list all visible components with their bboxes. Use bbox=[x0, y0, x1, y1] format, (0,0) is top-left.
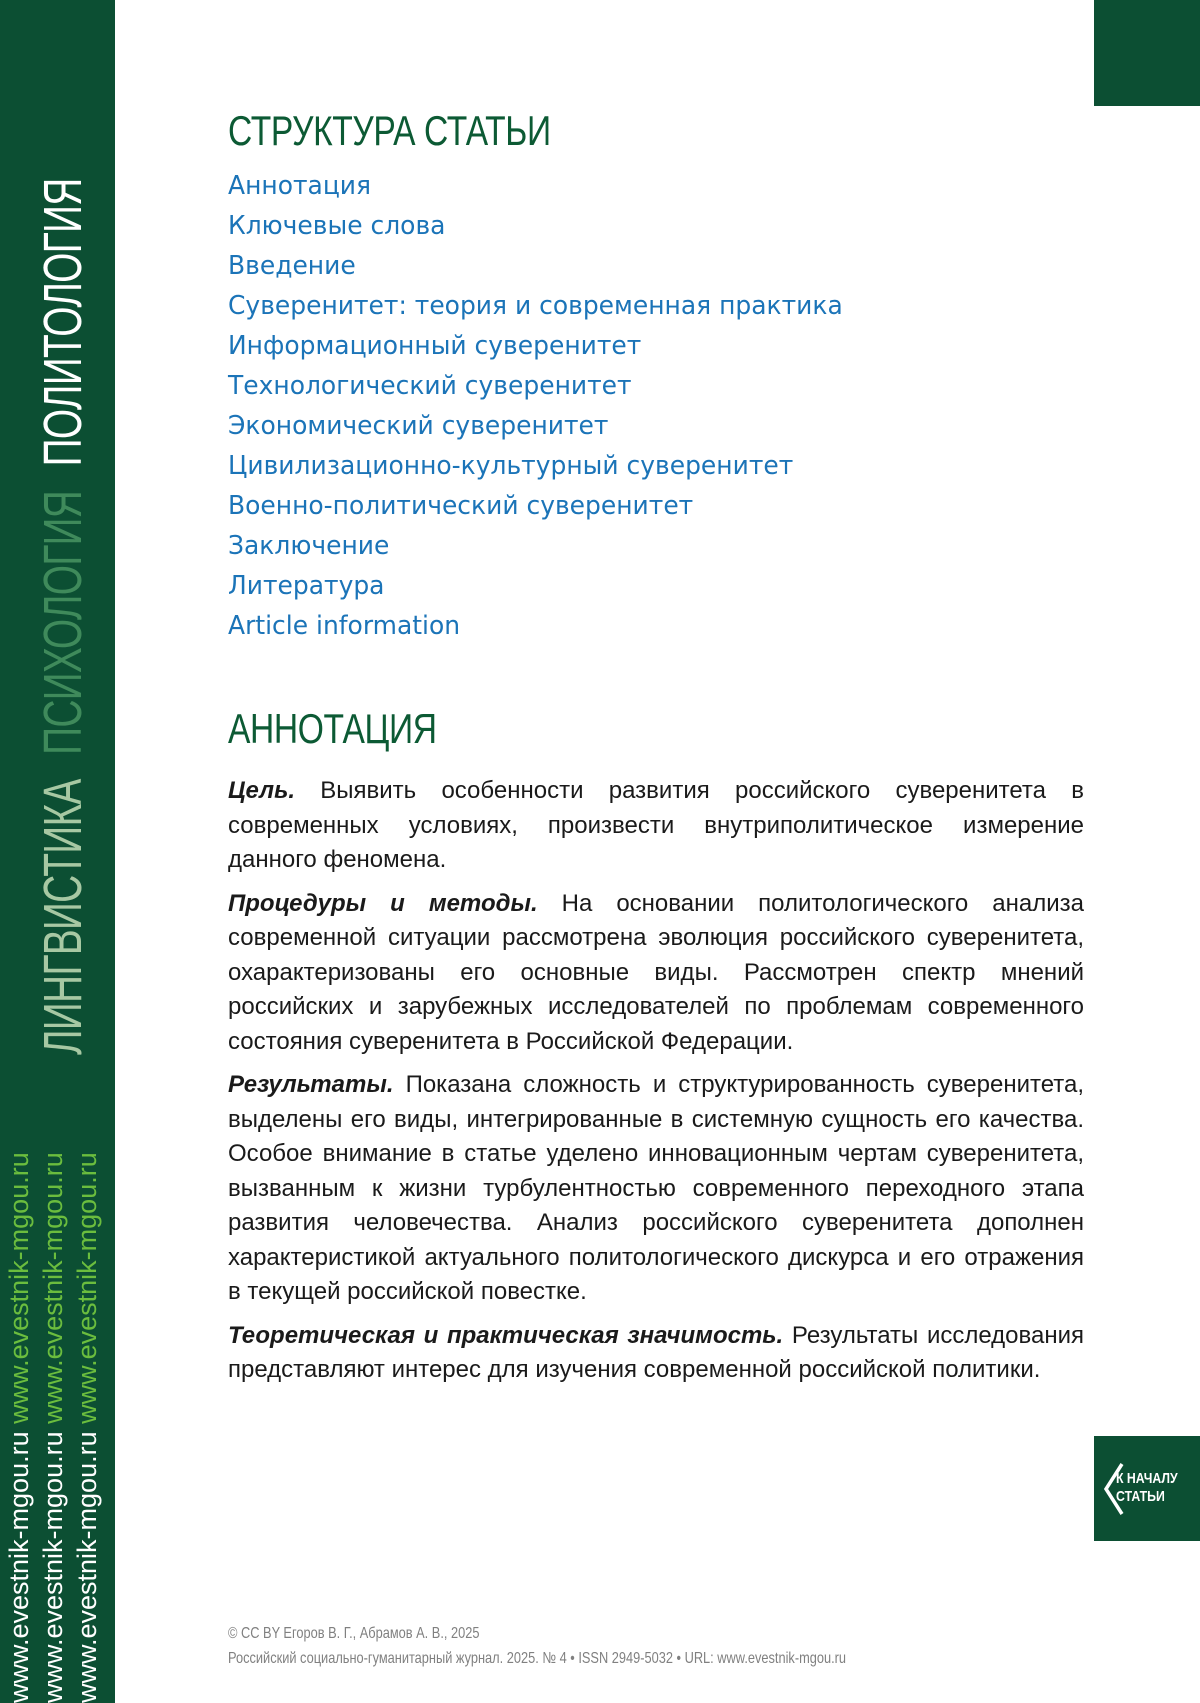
corner-block bbox=[1094, 0, 1200, 106]
paragraph-text: Выявить особенности развития российского суверенитета в современных условиях, произвести внутриполитическое измерение данного феномена. bbox=[228, 777, 1085, 873]
back-to-start-label: К НАЧАЛУ СТАТЬИ bbox=[1116, 1470, 1178, 1505]
paragraph-label: Цель. bbox=[228, 777, 295, 804]
toc-link[interactable]: Литература bbox=[228, 571, 385, 601]
article-content bbox=[228, 106, 1084, 1397]
url-line-2 bbox=[36, 1152, 70, 1703]
journal-line: Российский социально-гуманитарный журнал. 2025. № 4 • ISSN 2949-5032 • URL: www.evestnik-mgou.ru bbox=[228, 1650, 847, 1667]
url-link[interactable]: www.evestnik-mgou.ru bbox=[38, 1431, 68, 1703]
toc-link[interactable]: Технологический суверенитет bbox=[228, 371, 632, 401]
copyright-line: © CC BY Егоров В. Г., Абрамов А. В., 2025 bbox=[228, 1625, 480, 1642]
abstract-body bbox=[228, 774, 1084, 1388]
toc-link[interactable]: Военно-политический суверенитет bbox=[228, 491, 694, 521]
toc-link[interactable]: Ключевые слова bbox=[228, 211, 446, 241]
toc-link[interactable]: Article information bbox=[228, 611, 461, 641]
sidebar-urls bbox=[2, 1152, 104, 1703]
subject-politology: ПОЛИТОЛОГИЯ bbox=[33, 178, 93, 467]
back-to-start-button[interactable] bbox=[1094, 1436, 1200, 1541]
sidebar bbox=[0, 0, 115, 1703]
paragraph-label: Процедуры и методы. bbox=[228, 889, 538, 917]
toc-link[interactable]: Цивилизационно-культурный суверенитет bbox=[228, 451, 794, 481]
abstract-paragraph bbox=[228, 774, 1084, 878]
sidebar-subjects bbox=[33, 154, 93, 1055]
url-line-3 bbox=[70, 1152, 104, 1703]
structure-title: СТРУКТУРА СТАТЬИ bbox=[228, 107, 551, 154]
toc-link[interactable]: Введение bbox=[228, 251, 356, 281]
url-line-1 bbox=[2, 1152, 36, 1703]
page-footer bbox=[228, 1621, 846, 1671]
toc-link[interactable]: Информационный суверенитет bbox=[228, 331, 642, 361]
paragraph-text: Результаты исследования представляют интерес для изучения современной российской политики. bbox=[228, 1321, 1085, 1383]
url-link[interactable]: www.evestnik-mgou.ru bbox=[72, 1152, 102, 1424]
subject-linguistics: ЛИНГВИСТИКА bbox=[33, 779, 93, 1055]
abstract-paragraph bbox=[228, 887, 1084, 1060]
subject-psychology: ПСИХОЛОГИЯ bbox=[33, 490, 93, 755]
url-link[interactable]: www.evestnik-mgou.ru bbox=[4, 1431, 34, 1703]
paragraph-text: Показана сложность и структурированность суверенитета, выделены его виды, интегрированные в системную сущность его качества. Особое внимание в статье уделено инновационным чертам суверенитета, вызванным к жизни турбулентностью современного переходного этапа развития человечества. Анализ российского суверенитета дополнен характеристикой актуального политологического дискурса и его отражения в текущей российской повестке. bbox=[228, 1071, 1084, 1305]
paragraph-label: Теоретическая и практическая значимость. bbox=[228, 1321, 784, 1349]
abstract-paragraph bbox=[228, 1068, 1084, 1310]
toc-link[interactable]: Заключение bbox=[228, 531, 390, 561]
toc-link[interactable]: Экономический суверенитет bbox=[228, 411, 609, 441]
abstract-paragraph bbox=[228, 1319, 1084, 1388]
abstract-title: АННОТАЦИЯ bbox=[228, 705, 437, 752]
toc-link[interactable]: Аннотация bbox=[228, 171, 372, 201]
paragraph-label: Результаты. bbox=[228, 1071, 394, 1098]
toc-link[interactable]: Суверенитет: теория и современная практика bbox=[228, 291, 843, 321]
url-link[interactable]: www.evestnik-mgou.ru bbox=[38, 1152, 68, 1424]
url-link[interactable]: www.evestnik-mgou.ru bbox=[72, 1431, 102, 1703]
paragraph-text: На основании политологического анализа современной ситуации рассмотрена эволюция российского суверенитета, охарактеризованы его основные виды. Рассмотрен спектр мнений российских и зарубежных исследователей по проблемам современного состояния суверенитета в Российской Федерации. bbox=[228, 889, 1084, 1055]
table-of-contents bbox=[228, 166, 1084, 646]
url-link[interactable]: www.evestnik-mgou.ru bbox=[4, 1152, 34, 1424]
